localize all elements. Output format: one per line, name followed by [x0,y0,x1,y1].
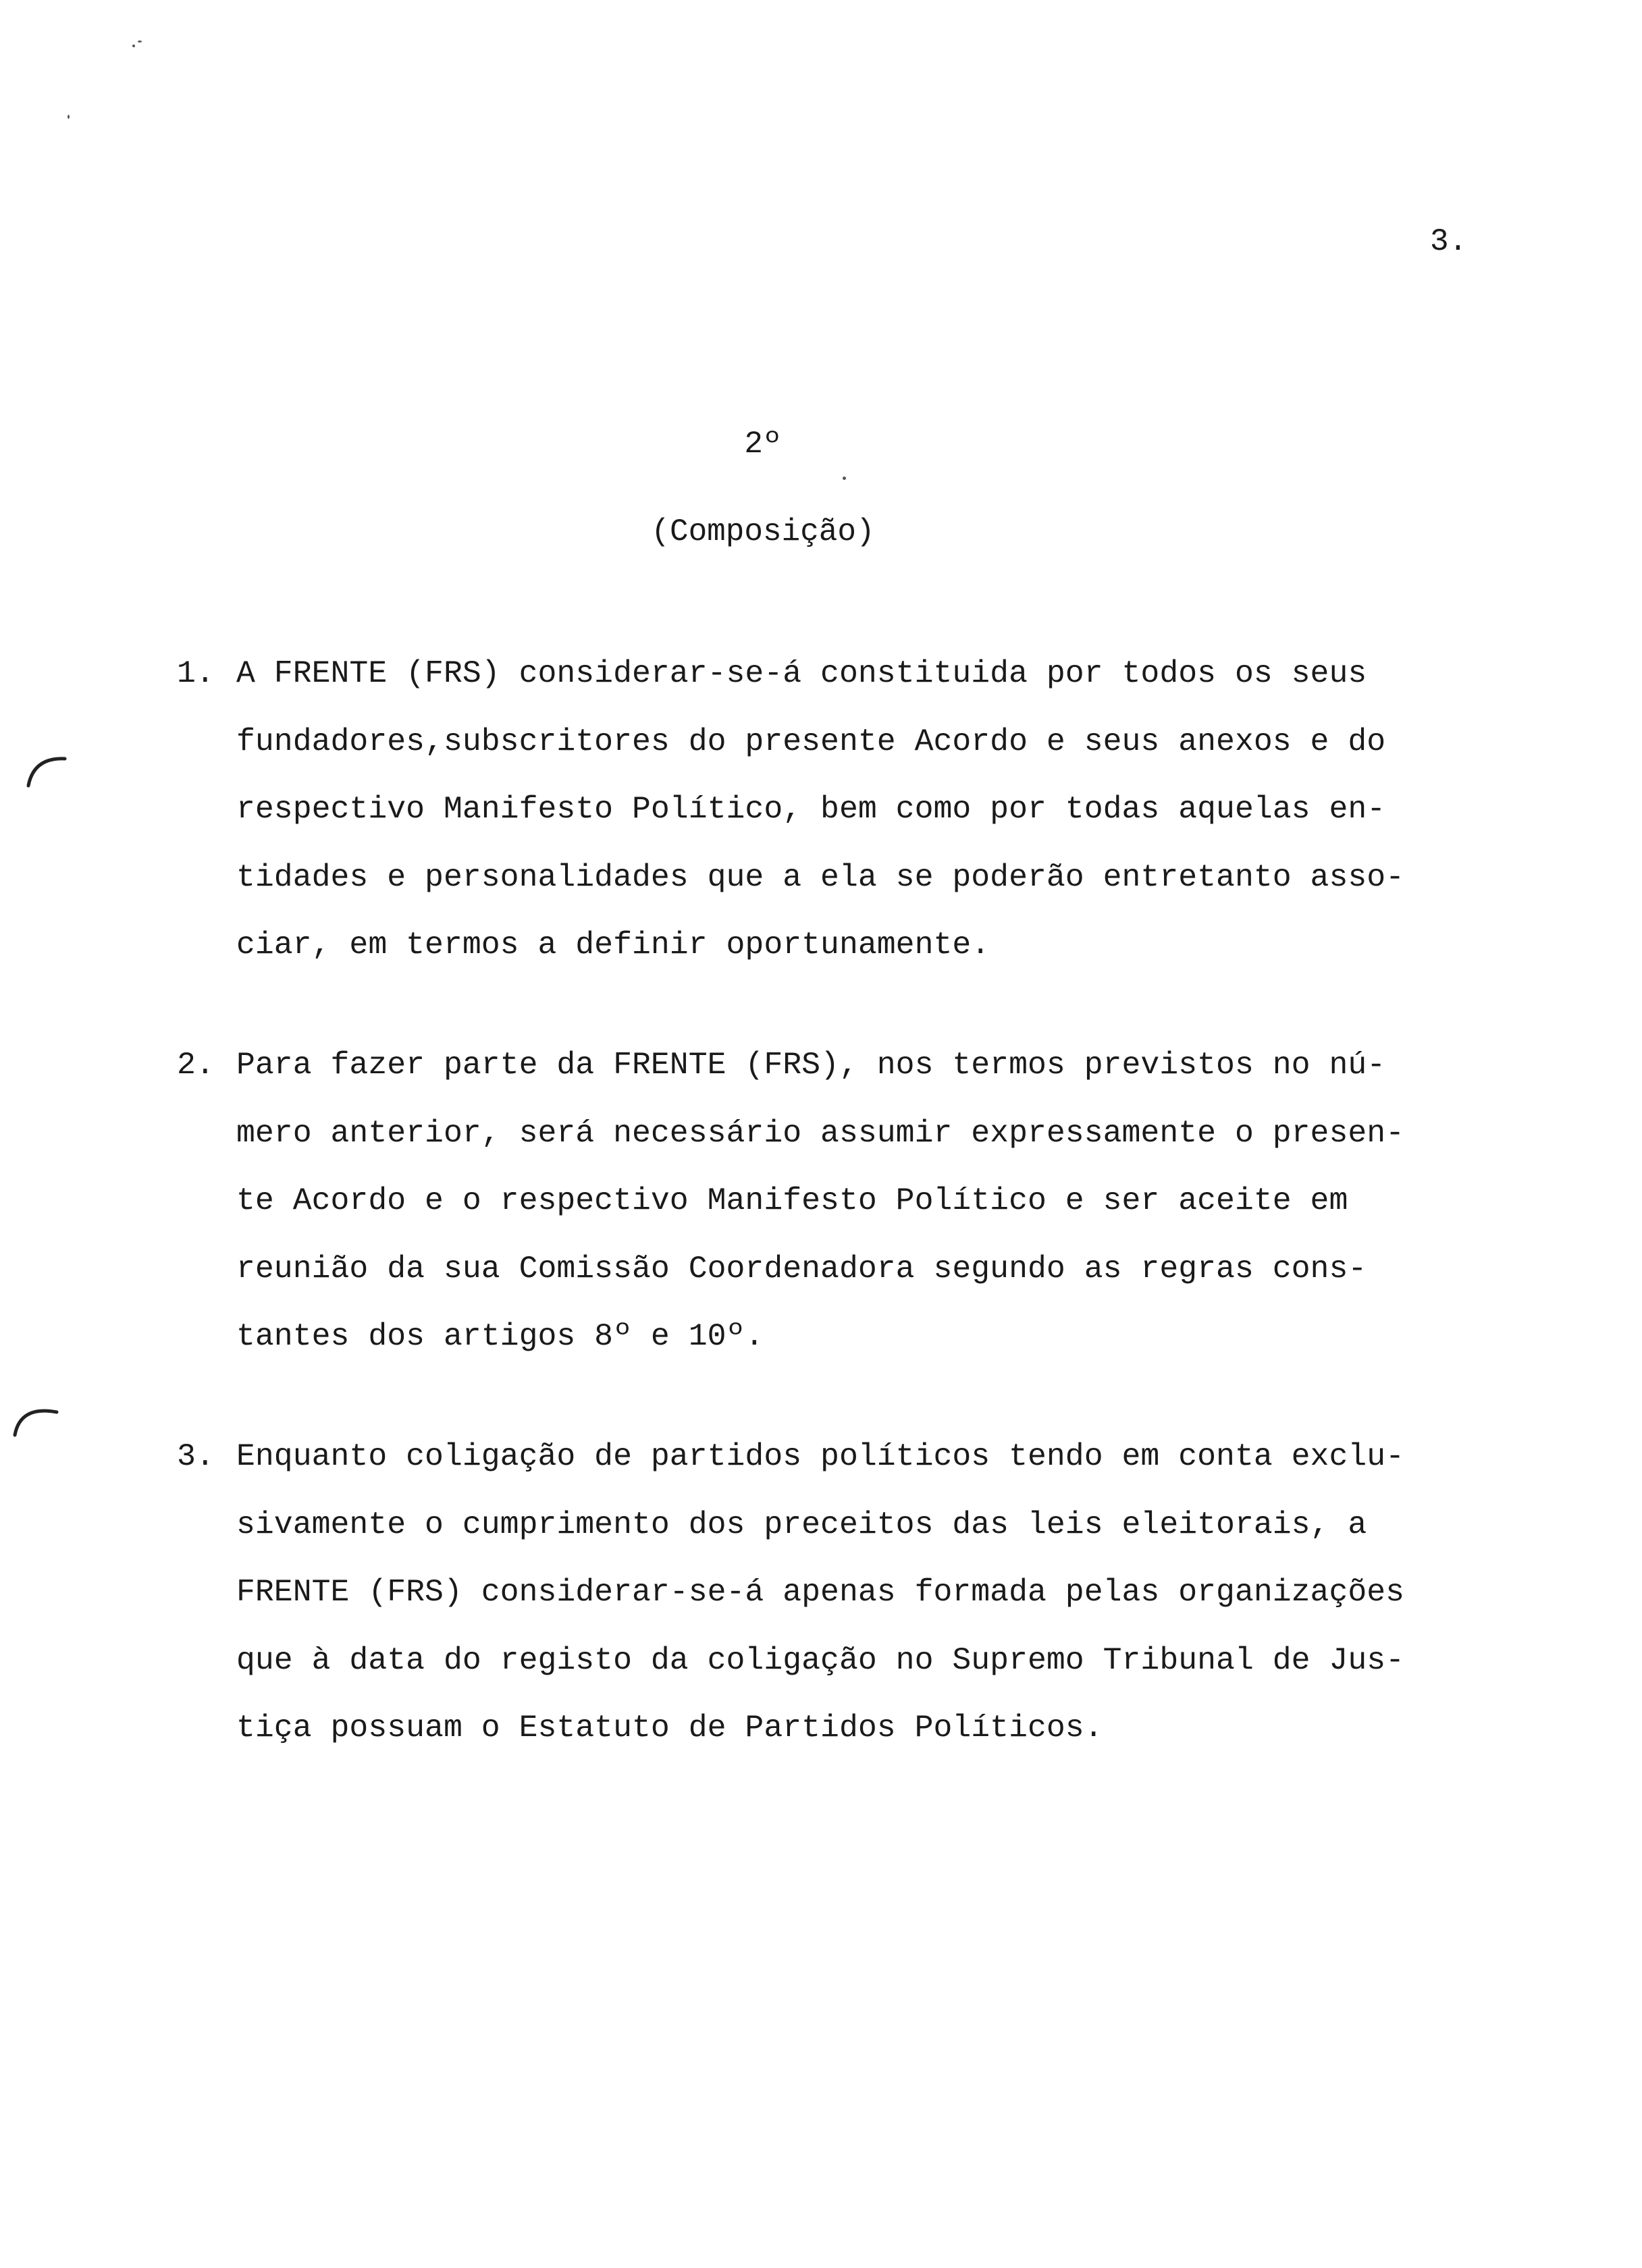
clause-number: 1. [177,655,215,691]
clause-line: tiça possuam o Estatuto de Partidos Políticos. [236,1710,1103,1746]
punch-hole-mark-bottom [9,1397,63,1438]
scan-speck [138,40,142,43]
clause-line: A FRENTE (FRS) considerar-se-á constituida por todos os seus [236,655,1367,691]
clause-line: Enquanto coligação de partidos políticos tendo em conta exclu- [236,1438,1405,1474]
clause-3 [177,1423,1514,1762]
clause-line: fundadores,subscritores do presente Acordo e seus anexos e do [236,723,1386,759]
clause-line: tidades e personalidades que a ela se poderão entretanto asso- [236,859,1405,895]
page-number: 3. [1430,224,1468,259]
clause-line: tantes dos artigos 8º e 10º. [236,1318,764,1354]
clause-line: respectivo Manifesto Político, bem como por todas aquelas en- [236,791,1386,827]
clause-line: mero anterior, será necessário assumir expressamente o presen- [236,1114,1405,1151]
article-title: (Composição) [651,514,875,549]
clause-line: Para fazer parte da FRENTE (FRS), nos termos previstos no nú- [236,1047,1386,1083]
clause-line: FRENTE (FRS) considerar-se-á apenas formada pelas organizações [236,1574,1405,1610]
clause-text [236,1423,1514,1762]
scan-speck [843,477,846,480]
clause-line: reunião da sua Comissão Coordenadora segundo as regras cons- [236,1250,1367,1287]
clause-line: que à data do registo da coligação no Supremo Tribunal de Jus- [236,1642,1405,1678]
punch-hole-mark-top [24,748,72,788]
clause-text [236,1031,1514,1371]
scan-speck [68,115,70,119]
clause-number: 2. [177,1047,215,1083]
clause-1 [177,640,1514,979]
clause-text [236,640,1514,979]
clause-line: ciar, em termos a definir oportunamente. [236,927,990,963]
clause-2 [177,1031,1514,1371]
clause-number: 3. [177,1438,215,1474]
clause-line: sivamente o cumprimento dos preceitos das leis eleitorais, a [236,1506,1367,1542]
clause-line: te Acordo e o respectivo Manifesto Político e ser aceite em [236,1183,1348,1218]
article-number: 2º [744,427,782,462]
scan-speck [132,45,135,47]
